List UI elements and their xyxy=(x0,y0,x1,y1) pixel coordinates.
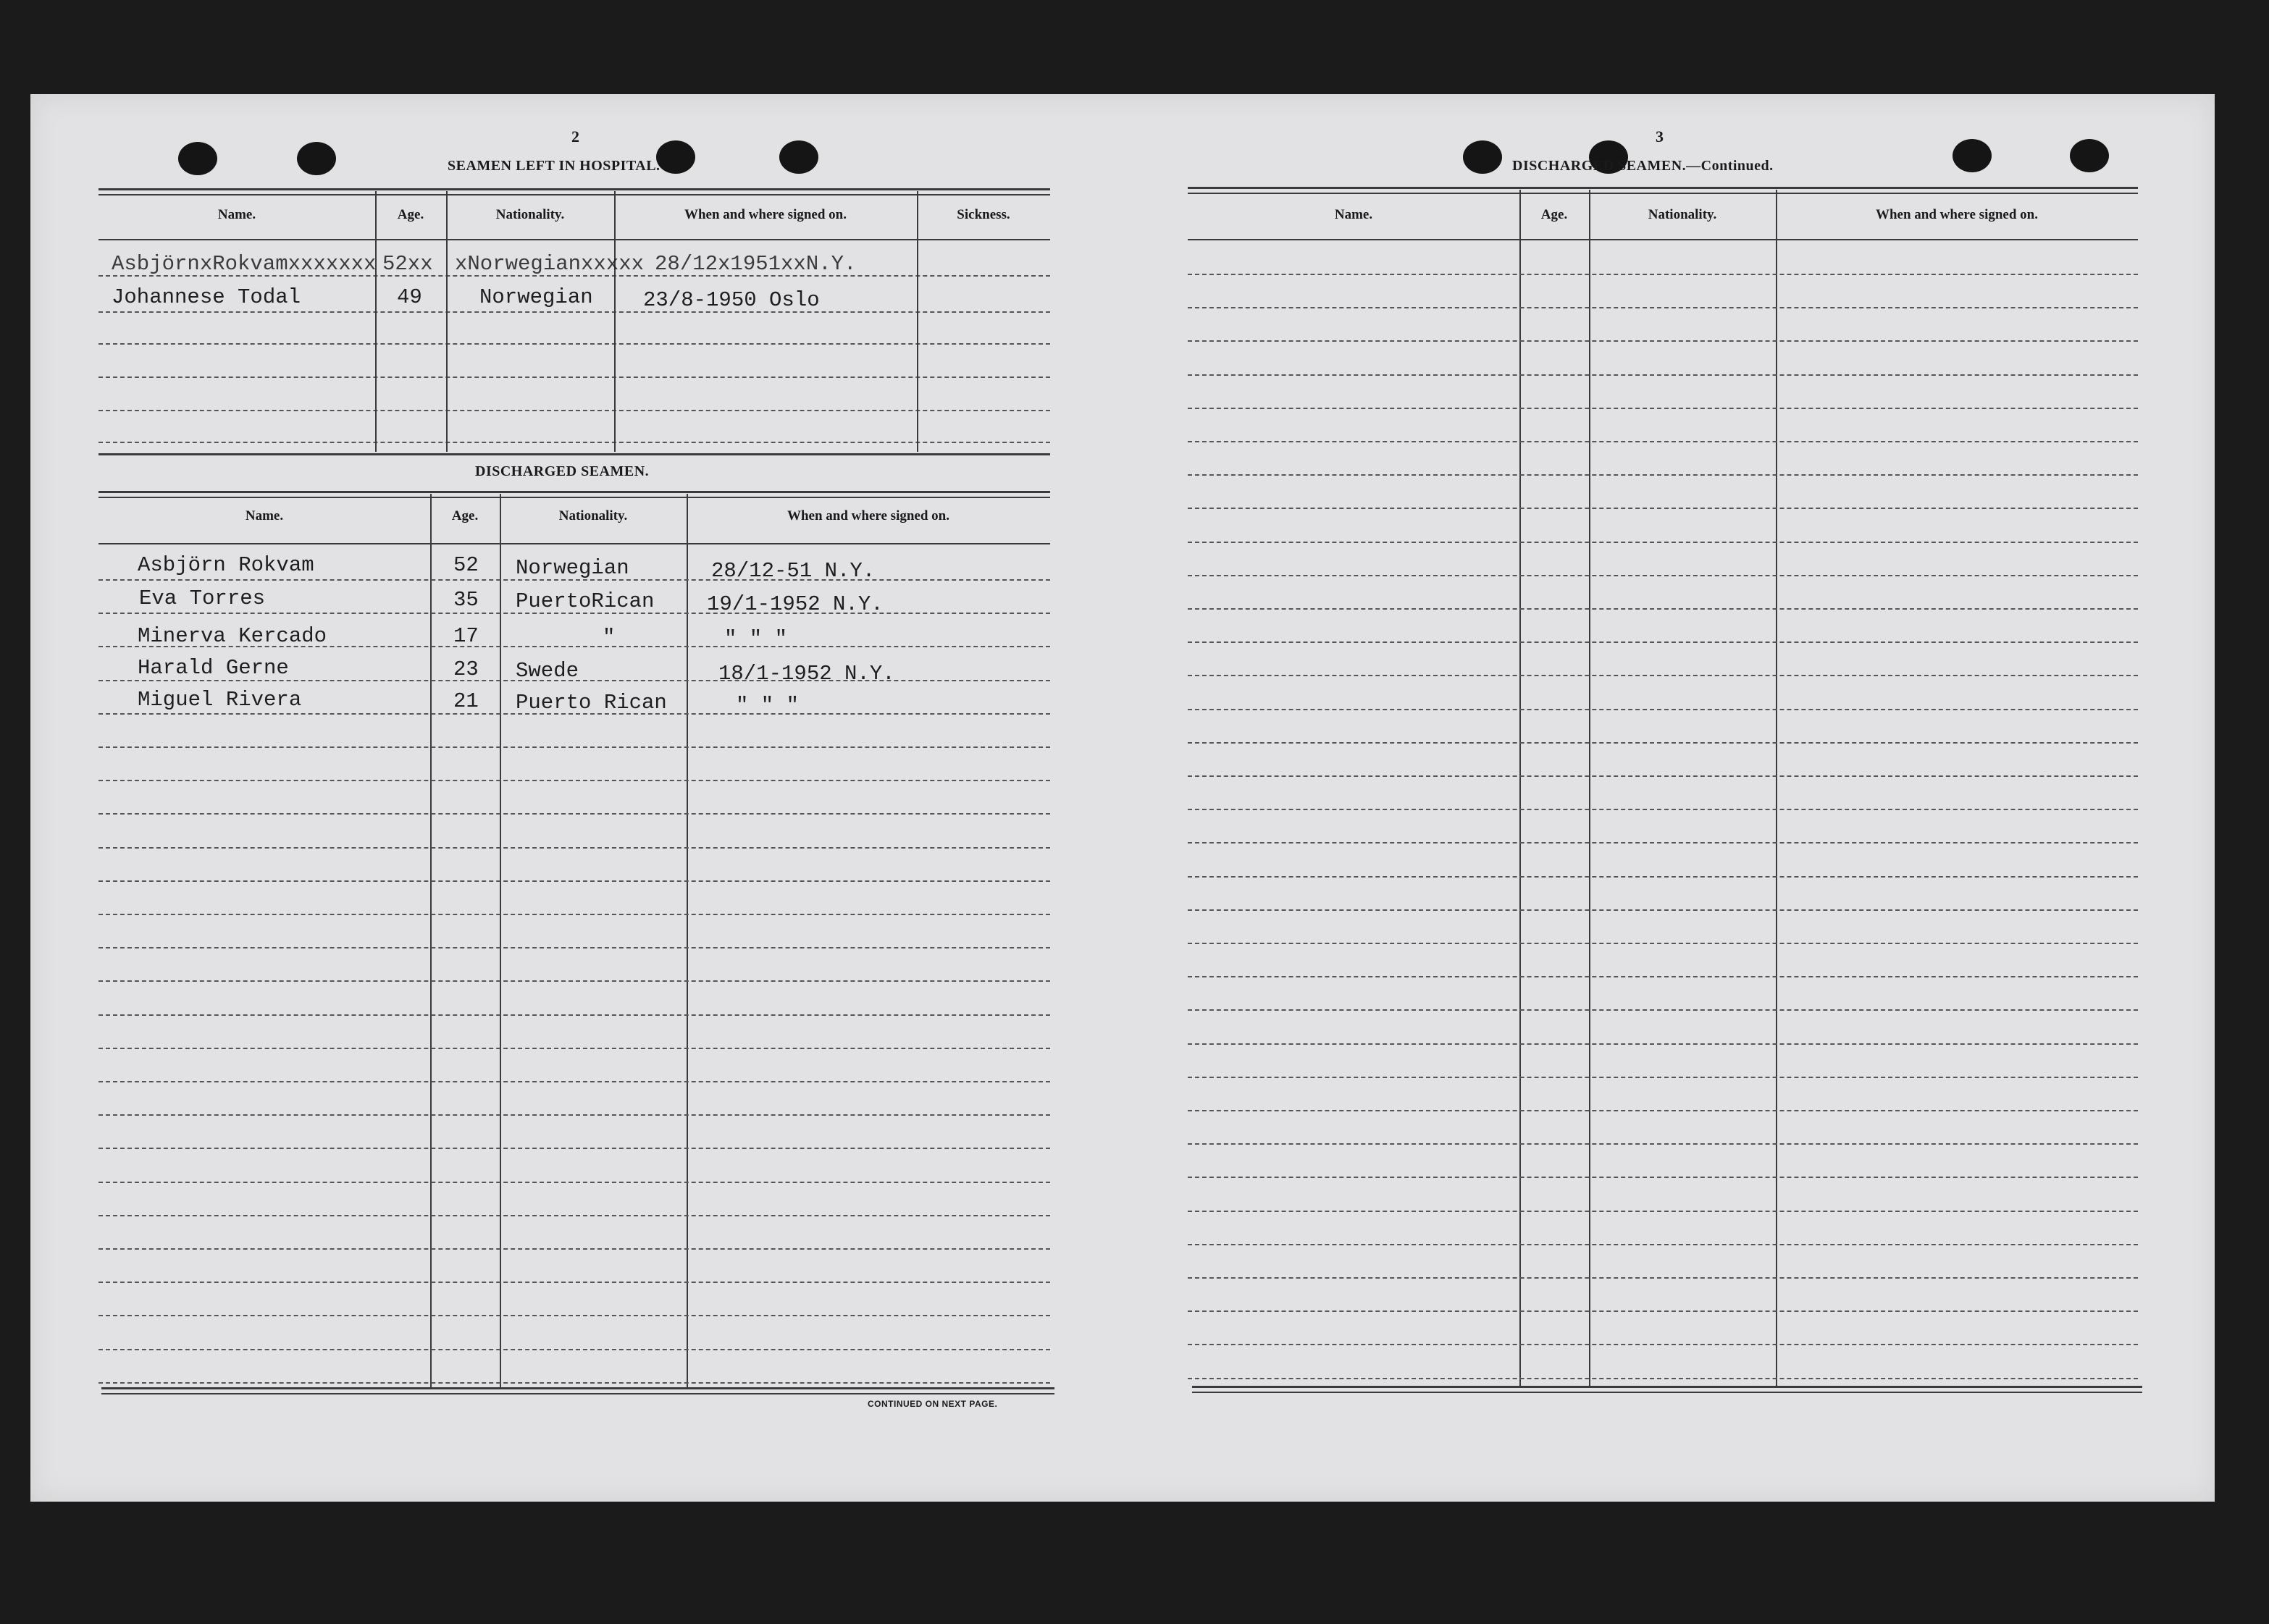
ruled-line xyxy=(1188,1310,2138,1312)
table-rule xyxy=(98,188,1050,190)
discharged-row-3-name: Minerva Kercado xyxy=(138,624,327,648)
ruled-line xyxy=(1188,809,2138,810)
ruled-line xyxy=(98,980,1050,982)
section-rule xyxy=(98,453,1050,455)
table-bottom-rule xyxy=(101,1387,1054,1389)
discharged-section-title: DISCHARGED SEAMEN. xyxy=(475,463,650,479)
discharged-row-4-name: Harald Gerne xyxy=(138,656,289,680)
hospital-row-1-name: AsbjörnxRokvamxxxxxxx xyxy=(112,252,377,276)
ruled-line xyxy=(1188,976,2138,977)
discharged-row-1-signed-on: 28/12-51 N.Y. xyxy=(711,559,876,583)
discharged-header-name: Name. xyxy=(245,508,284,523)
document-sheet xyxy=(30,94,2215,1502)
table-rule xyxy=(98,491,1050,493)
punch-hole xyxy=(656,140,695,174)
discharged-row-5-age: 21 xyxy=(453,689,479,713)
ruled-line xyxy=(1188,408,2138,409)
punch-hole xyxy=(779,140,818,174)
discharged-row-1-age: 52 xyxy=(453,553,479,577)
table-rule xyxy=(1188,187,2138,189)
ruled-line xyxy=(98,1182,1050,1183)
ruled-line xyxy=(1188,775,2138,777)
column-divider xyxy=(500,494,501,1389)
ruled-line xyxy=(1188,876,2138,878)
hospital-row-1-signed-on: 28/12x1951xxN.Y. xyxy=(655,252,857,276)
ruled-line xyxy=(98,1215,1050,1216)
ruled-line xyxy=(1188,842,2138,843)
discharged-row-3-signed-on: " " " xyxy=(724,627,788,651)
table-rule xyxy=(98,343,1050,345)
ruled-line xyxy=(1188,340,2138,342)
ruled-line xyxy=(1188,1378,2138,1379)
ruled-line xyxy=(98,1349,1050,1350)
discharged-row-4-nationality: Swede xyxy=(516,659,579,683)
punch-hole xyxy=(1463,140,1502,174)
ruled-line xyxy=(98,847,1050,849)
ruled-line xyxy=(1188,675,2138,676)
discharged-row-5-signed-on: " " " xyxy=(736,694,800,718)
ruled-line xyxy=(1188,1077,2138,1078)
hospital-header-name: Name. xyxy=(217,207,256,222)
column-divider xyxy=(687,494,688,1389)
table-bottom-rule xyxy=(101,1393,1054,1394)
column-divider xyxy=(1776,190,1777,1386)
ruled-line xyxy=(1188,608,2138,610)
ruled-line xyxy=(98,1248,1050,1250)
discharged-row-4-age: 23 xyxy=(453,657,479,681)
punch-hole xyxy=(297,142,336,175)
ruled-line xyxy=(1188,1110,2138,1111)
ruled-line xyxy=(1188,575,2138,576)
column-divider xyxy=(1589,190,1590,1386)
hospital-header-signed-on: When and where signed on. xyxy=(684,207,847,222)
punch-hole xyxy=(178,142,217,175)
page-number-right: 3 xyxy=(1656,127,1664,146)
ruled-line xyxy=(1188,1143,2138,1145)
ruled-line xyxy=(1188,1344,2138,1345)
ruled-line xyxy=(1188,1244,2138,1245)
hospital-row-2-nationality: Norwegian xyxy=(479,285,593,309)
column-divider xyxy=(917,191,918,452)
hospital-section-title: SEAMEN LEFT IN HOSPITAL. xyxy=(448,158,660,174)
ruled-line xyxy=(1188,441,2138,442)
table-rule xyxy=(98,239,1050,240)
ruled-line xyxy=(98,947,1050,948)
hospital-header-nationality: Nationality. xyxy=(495,207,565,222)
ruled-line xyxy=(98,1081,1050,1082)
discharged-header-signed-on: When and where signed on. xyxy=(787,508,949,523)
table-rule xyxy=(98,497,1050,498)
ruled-line xyxy=(1188,943,2138,944)
hospital-row-2-age: 49 xyxy=(397,285,422,309)
discharged-row-5-nationality: Puerto Rican xyxy=(516,691,667,715)
ruled-line xyxy=(98,1282,1050,1283)
hospital-row-1-age: 52xx xyxy=(382,252,433,276)
ruled-line xyxy=(98,1048,1050,1049)
ruled-line xyxy=(1188,508,2138,509)
ruled-line xyxy=(98,1014,1050,1016)
right-header-name: Name. xyxy=(1334,207,1373,222)
ruled-line xyxy=(1188,474,2138,476)
table-rule xyxy=(98,543,1050,544)
continued-note: CONTINUED ON NEXT PAGE. xyxy=(868,1399,998,1409)
column-divider xyxy=(446,191,448,452)
hospital-header-sickness: Sickness. xyxy=(957,207,1010,222)
punch-hole xyxy=(2070,139,2109,172)
discharged-row-3-nationality: " xyxy=(603,626,616,649)
table-rule xyxy=(98,311,1050,313)
ruled-line xyxy=(98,746,1050,748)
discharged-row-2-signed-on: 19/1-1952 N.Y. xyxy=(707,592,884,616)
ruled-line xyxy=(1188,709,2138,710)
ruled-line xyxy=(1188,1277,2138,1279)
table-rule xyxy=(98,410,1050,411)
discharged-row-2-name: Eva Torres xyxy=(139,586,266,610)
discharged-row-4-signed-on: 18/1-1952 N.Y. xyxy=(718,662,895,686)
ruled-line xyxy=(1188,374,2138,376)
discharged-row-1-name: Asbjörn Rokvam xyxy=(138,553,314,577)
hospital-header-age: Age. xyxy=(397,207,424,222)
right-section-title: DISCHARGED SEAMEN.—Continued. xyxy=(1512,158,1774,174)
table-rule xyxy=(1188,239,2138,240)
ruled-line xyxy=(1188,742,2138,744)
table-bottom-rule xyxy=(1192,1386,2142,1388)
right-header-nationality: Nationality. xyxy=(1648,207,1717,222)
discharged-row-3-age: 17 xyxy=(453,624,479,648)
right-header-age: Age. xyxy=(1540,207,1568,222)
hospital-row-2-signed-on: 23/8-1950 Oslo xyxy=(643,288,820,312)
discharged-row-1-nationality: Norwegian xyxy=(516,556,629,580)
column-divider xyxy=(614,191,616,452)
punch-hole xyxy=(1953,139,1992,172)
ruled-line xyxy=(1188,909,2138,911)
ruled-line xyxy=(1188,542,2138,543)
ruled-line xyxy=(98,1382,1050,1384)
discharged-header-nationality: Nationality. xyxy=(558,508,628,523)
discharged-header-age: Age. xyxy=(451,508,479,523)
column-divider xyxy=(375,191,377,452)
table-rule xyxy=(1188,193,2138,194)
ruled-line xyxy=(98,1315,1050,1316)
discharged-row-2-age: 35 xyxy=(453,588,479,612)
page-number-left: 2 xyxy=(571,127,579,146)
table-bottom-rule xyxy=(1192,1392,2142,1393)
ruled-line xyxy=(98,880,1050,882)
discharged-row-5-name: Miguel Rivera xyxy=(138,688,302,712)
ruled-line xyxy=(1188,274,2138,275)
column-divider xyxy=(1519,190,1521,1386)
ruled-line xyxy=(1188,1177,2138,1178)
hospital-row-2-name: Johannese Todal xyxy=(112,285,301,309)
ruled-line xyxy=(1188,1211,2138,1212)
ruled-line xyxy=(98,1114,1050,1116)
right-header-signed-on: When and where signed on. xyxy=(1875,207,2038,222)
table-rule xyxy=(98,376,1050,378)
ruled-line xyxy=(1188,307,2138,308)
ruled-line xyxy=(98,1148,1050,1149)
table-rule xyxy=(98,194,1050,195)
hospital-row-1-nationality: xNorwegianxxxxx xyxy=(455,252,645,276)
table-rule xyxy=(98,442,1050,443)
ruled-line xyxy=(98,780,1050,781)
discharged-row-2-nationality: PuertoRican xyxy=(516,589,655,613)
ruled-line xyxy=(1188,1009,2138,1011)
column-divider xyxy=(430,494,432,1389)
ruled-line xyxy=(98,914,1050,915)
ruled-line xyxy=(1188,1043,2138,1045)
ruled-line xyxy=(1188,641,2138,643)
ruled-line xyxy=(98,813,1050,815)
